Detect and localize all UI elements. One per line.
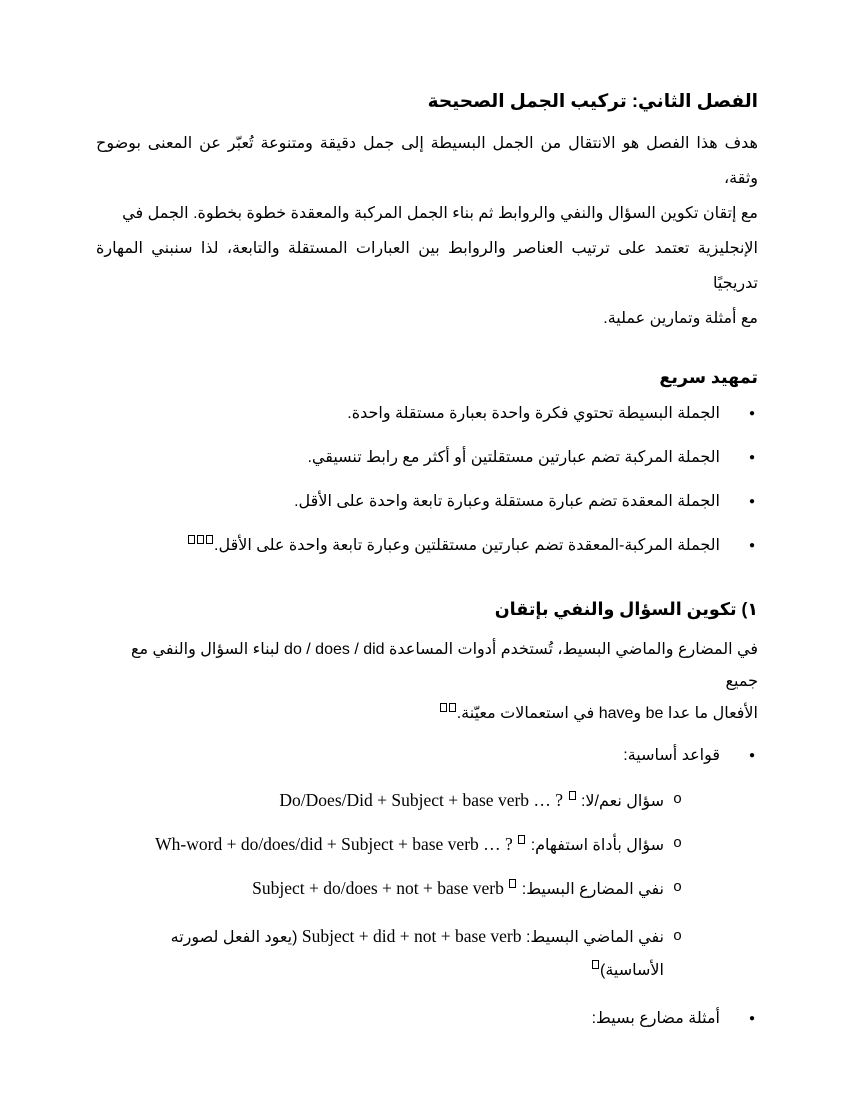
chapter-heading: الفصل الثاني: تركيب الجمل الصحيحة — [427, 90, 758, 111]
rule-formula: Subject + did + not + base verb — [301, 926, 522, 946]
rule-label: سؤال بأداة استفهام: — [530, 837, 664, 854]
citation-marks[interactable] — [508, 880, 517, 891]
rule-formula: Subject + do/does + not + base verb — [252, 878, 504, 898]
list-item — [96, 744, 758, 987]
rule-formula: Wh-word + do/does/did + Subject + base verb … ? — [155, 834, 513, 854]
rule-note: الأساسية) — [600, 962, 664, 979]
list-item: ● الجملة المركبة-المعقدة تضم عبارتين مستقلتين وعبارة تابعة واحدة على الأقل. — [96, 534, 758, 558]
intro-paragraph — [96, 126, 758, 336]
rule-item — [96, 876, 720, 902]
intro-line: الإنجليزية تعتمد على ترتيب العناصر والروابط بين العبارات المستقلة والتابعة، لذا سنبني المهارة تدريجيًا — [96, 240, 758, 292]
list-item: ● الجملة البسيطة تحتوي فكرة واحدة بعبارة مستقلة واحدة. — [96, 402, 758, 426]
rule-label: نفي المضارع البسيط: — [521, 881, 664, 898]
list-item: ● الجملة المعقدة تضم عبارة مستقلة وعبارة تابعة واحدة على الأقل. — [96, 490, 758, 514]
section-heading-quick-intro: تمهيد سريع — [659, 367, 758, 387]
section2-paragraph — [96, 634, 758, 730]
section2-line: في المضارع والماضي البسيط، تُستخدم أدوات المساعدة do / does / did لبناء السؤال والنفي مع جميع — [131, 641, 758, 690]
document-page — [96, 88, 758, 1051]
citation-marks[interactable] — [439, 704, 457, 715]
intro-line: مع أمثلة وتمارين عملية. — [603, 310, 758, 327]
list-item — [96, 1007, 758, 1031]
list-item: ● الجملة المركبة تضم عبارتين مستقلتين أو أكثر مع رابط تنسيقي. — [96, 446, 758, 470]
rule-item — [96, 832, 720, 858]
examples-title: أمثلة مضارع بسيط: — [591, 1010, 720, 1027]
citation-marks[interactable] — [187, 536, 214, 547]
rule-item — [96, 788, 720, 814]
section2-line: الأفعال ما عدا be وhave في استعمالات معيّنة. — [96, 698, 758, 730]
intro-line: مع إتقان تكوين السؤال والنفي والروابط ثم بناء الجمل المركبة والمعقدة خطوة بخطوة. الجمل في — [122, 205, 758, 222]
rules-sublist — [96, 788, 720, 987]
citation-marks[interactable] — [568, 792, 577, 803]
rule-item — [96, 920, 720, 987]
intro-line: هدف هذا الفصل هو الانتقال من الجمل البسيطة إلى جمل دقيقة ومتنوعة تُعبّر عن المعنى بوضوح وثقة، — [96, 135, 758, 187]
sentence-types-list — [96, 402, 758, 558]
rule-formula: Do/Does/Did + Subject + base verb … ? — [279, 790, 564, 810]
rules-list — [96, 744, 758, 1031]
rule-label: سؤال نعم/لا: — [580, 793, 664, 810]
rule-label: نفي الماضي البسيط: — [525, 929, 664, 946]
citation-marks[interactable] — [517, 836, 526, 847]
rules-title: قواعد أساسية: — [623, 747, 720, 764]
citation-marks[interactable] — [591, 961, 600, 972]
section-heading-questions-negation: ١) تكوين السؤال والنفي بإتقان — [494, 599, 758, 619]
rule-note: (يعود الفعل لصورته — [170, 929, 298, 946]
